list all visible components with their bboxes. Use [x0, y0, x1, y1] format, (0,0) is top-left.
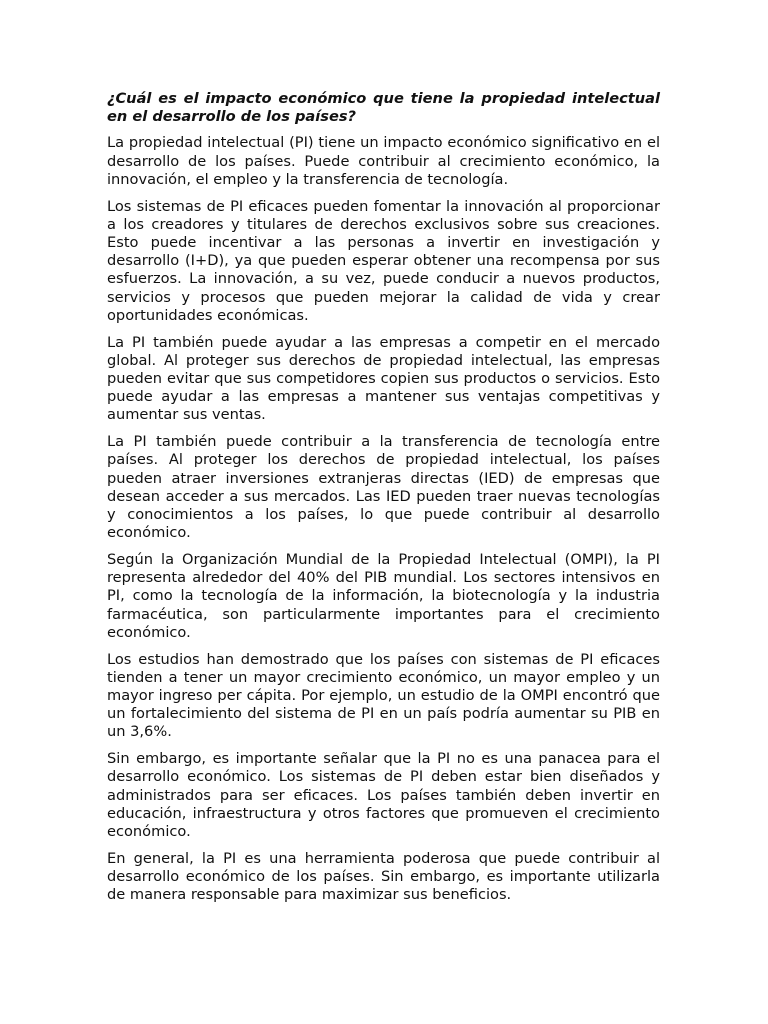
paragraph-4: La PI también puede contribuir a la transferencia de tecnología entre países. Al proteger los derechos de propiedad intelectual, los países pueden atraer inversiones extranjeras directas (IED) de empresas que desean acceder a sus mercados. Las IED pueden traer nuevas tecnologías y conocimientos a los países, lo que puede contribuir al desarrollo económico. — [107, 433, 660, 542]
paragraph-7: Sin embargo, es importante señalar que la PI no es una panacea para el desarrollo económico. Los sistemas de PI deben estar bien diseñados y administrados para ser eficaces. Los países también deben invertir en educación, infraestructura y otros factores que promueven el crecimiento económico. — [107, 750, 660, 841]
paragraph-8: En general, la PI es una herramienta poderosa que puede contribuir al desarrollo económico de los países. Sin embargo, es importante utilizarla de manera responsable para maximizar sus beneficios. — [107, 849, 660, 904]
paragraph-1: La propiedad intelectual (PI) tiene un impacto económico significativo en el desarrollo de los países. Puede contribuir al crecimiento económico, la innovación, el empleo y la transferencia de tecnología. — [107, 134, 660, 188]
document-title: ¿Cuál es el impacto económico que tiene la propiedad intelectual en el desarrollo de los países? — [107, 90, 660, 126]
paragraph-2: Los sistemas de PI eficaces pueden fomentar la innovación al proporcionar a los creadores y titulares de derechos exclusivos sobre sus creaciones. Esto puede incentivar a las personas a invertir en investigación y desarrollo (I+D), ya que pueden esperar obtener una recompensa por sus esfuerzos. La innovación, a su vez, puede conducir a nuevos productos, servicios y procesos que pueden mejorar la calidad de vida y crear oportunidades económicas. — [107, 197, 660, 324]
document-page — [107, 90, 660, 913]
paragraph-6: Los estudios han demostrado que los países con sistemas de PI eficaces tienden a tener un mayor crecimiento económico, un mayor empleo y un mayor ingreso per cápita. Por ejemplo, un estudio de la OMPI encontró que un fortalecimiento del sistema de PI en un país podría aumentar su PIB en un 3,6%. — [107, 650, 660, 741]
paragraph-3: La PI también puede ayudar a las empresas a competir en el mercado global. Al proteger sus derechos de propiedad intelectual, las empresas pueden evitar que sus competidores copien sus productos o servicios. Esto puede ayudar a las empresas a mantener sus ventajas competitivas y aumentar sus ventas. — [107, 333, 660, 424]
paragraph-5: Según la Organización Mundial de la Propiedad Intelectual (OMPI), la PI representa alrededor del 40% del PIB mundial. Los sectores intensivos en PI, como la tecnología de la información, la biotecnología y la industria farmacéutica, son particularmente importantes para el crecimiento económico. — [107, 551, 660, 641]
